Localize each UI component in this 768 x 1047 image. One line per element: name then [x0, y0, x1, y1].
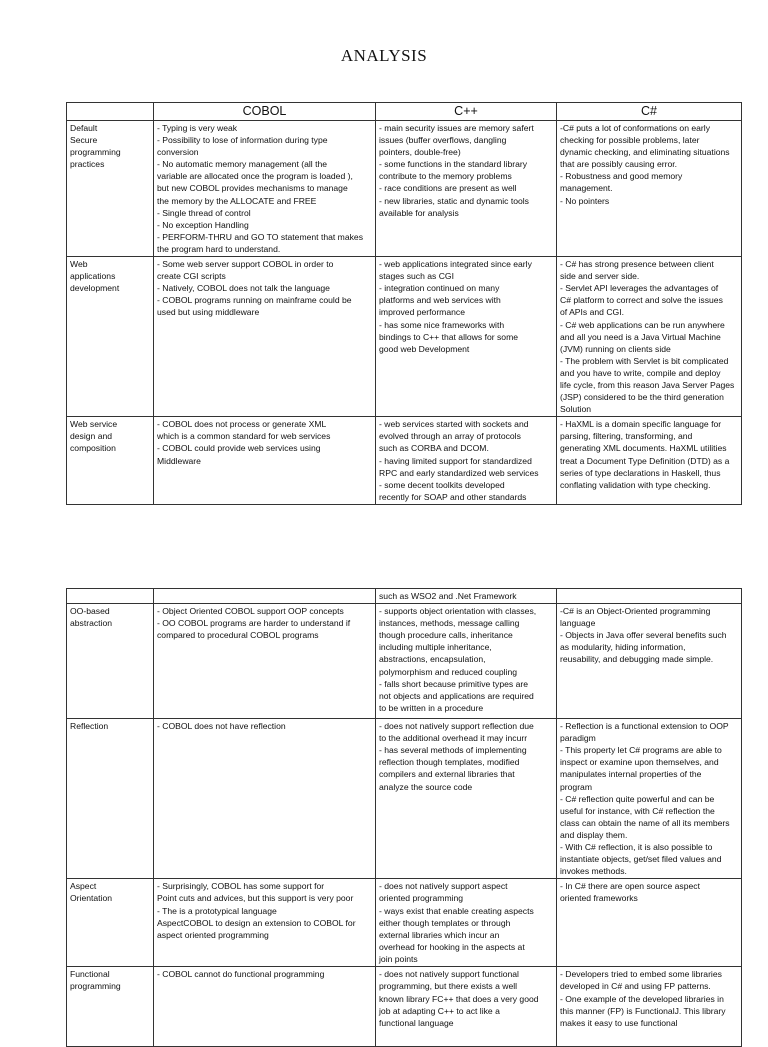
cell-text-line: conversion — [157, 147, 199, 158]
cpp-cell — [376, 604, 557, 719]
cell-text-line: aspect oriented programming — [157, 929, 269, 940]
cell-text-line: paradigm — [560, 733, 596, 744]
cell-text-line: create CGI scripts — [157, 271, 226, 282]
comparison-table-bottom — [66, 588, 742, 1047]
cell-text-line: series of type declarations in Haskell, thus — [560, 467, 721, 478]
cell-text-line: - Servlet API leverages the advantages of — [560, 283, 719, 294]
cell-text-line: and display them. — [560, 829, 628, 840]
cell-text-line: OO-based — [70, 606, 110, 617]
cell-text-line: program — [560, 781, 592, 792]
cell-text-line: including multiple inheritance, — [379, 642, 492, 653]
csharp-cell — [557, 121, 742, 257]
cell-text-line: - The problem with Servlet is bit complicated — [560, 355, 729, 366]
row-label — [67, 257, 154, 417]
cell-text-line: - ways exist that enable creating aspects — [379, 905, 534, 916]
cell-text-line: as modularity, hiding information, — [560, 642, 686, 653]
cell-text-line: either though templates or through — [379, 917, 511, 928]
cell-text-line: polymorphism and reduced coupling — [379, 666, 518, 677]
cell-text-line: treat a Document Type Definition (DTD) as a — [560, 455, 730, 466]
cell-text-line: improved performance — [379, 307, 465, 318]
cell-text-line: contribute to the memory problems — [379, 171, 512, 182]
cell-text-line: - Some web server support COBOL in order to — [157, 259, 334, 270]
cell-text-line: programming — [70, 981, 121, 992]
cell-text-line: bindings to C++ that allows for some — [379, 331, 519, 342]
table-row — [67, 121, 742, 257]
cell-text-line: overhead for hooking in the aspects at — [379, 941, 525, 952]
cell-text-line: design and — [70, 431, 113, 442]
cpp-cell — [376, 879, 557, 967]
csharp-cell — [557, 879, 742, 967]
cell-text-line: - C# has strong presence between client — [560, 259, 714, 270]
cell-text-line: - Developers tried to embed some libraries — [560, 969, 722, 980]
cell-text-line: - PERFORM-THRU and GO TO statement that makes — [157, 231, 363, 242]
cell-text-line: external libraries which incur an — [379, 929, 500, 940]
cell-text-line: to the additional overhead it may incurr — [379, 733, 528, 744]
cpp-cell — [376, 719, 557, 879]
cell-text-line: - Possibility to lose of information during type — [157, 135, 328, 146]
cell-text-line: - does not natively support reflection due — [379, 721, 534, 732]
cell-text-line: - main security issues are memory safert — [379, 123, 534, 133]
cell-text-line: reusability, and debugging made simple. — [560, 654, 714, 665]
cell-text-line: abstraction — [70, 618, 113, 629]
page-title: ANALYSIS — [340, 46, 428, 65]
cell-text-line: the memory by the ALLOCATE and FREE — [157, 195, 317, 206]
cell-text-line: - some decent toolkits developed — [379, 479, 505, 490]
cell-text-line: - race conditions are present as well — [379, 183, 517, 194]
cell-text-line: - has several methods of implementing — [379, 745, 527, 756]
cell-text-line: parsing, filtering, transforming, and — [560, 431, 693, 442]
cell-text-line: pointers, double-free) — [379, 147, 461, 158]
cell-text-line: good web Development — [379, 343, 470, 354]
cell-text-line: - supports object orientation with classes, — [379, 606, 537, 617]
cell-text-line: management. — [560, 183, 613, 194]
cell-text-line: job at adapting C++ to act like a — [379, 1005, 500, 1016]
cell-text-line: - Single thread of control — [157, 207, 251, 218]
cell-text-line: Web — [70, 259, 88, 270]
row-label — [67, 121, 154, 257]
cell-text-line: recently for SOAP and other standards — [379, 491, 527, 502]
cell-text-line: - COBOL does not have reflection — [157, 721, 286, 732]
cell-text-line: dynamic checking, and eliminating situations — [560, 147, 730, 158]
cell-text-line: - COBOL programs running on mainframe could be — [157, 295, 352, 306]
cell-text-line: practices — [70, 159, 105, 170]
cell-text-line: stages such as CGI — [379, 271, 454, 282]
table-row — [67, 417, 742, 505]
table-row — [67, 604, 742, 719]
cell-text-line: oriented programming — [379, 893, 464, 904]
cell-text-line: Middleware — [157, 455, 201, 466]
cell-text-line: to be written in a procedure — [379, 702, 484, 713]
cell-text-line: Default — [70, 123, 98, 133]
cell-text-line: - HaXML is a domain specific language for — [560, 419, 722, 430]
cobol-cell — [154, 257, 376, 417]
cell-text-line: - No exception Handling — [157, 219, 249, 230]
cell-text-line: - Surprisingly, COBOL has some support for — [157, 881, 325, 892]
cpp-cell — [376, 417, 557, 505]
cell-text-line: (JSP) considered to be the third generation — [560, 392, 724, 403]
cpp-cell — [376, 121, 557, 257]
comparison-table-top — [66, 102, 742, 505]
cell-text-line: applications — [70, 271, 116, 282]
cell-text-line: checking for possible problems, later — [560, 135, 700, 146]
cell-text-line: which is a common standard for web services — [157, 431, 331, 442]
csharp-cell — [557, 417, 742, 505]
cell-text-line: - does not natively support functional — [379, 969, 519, 980]
cell-text-line: - Objects in Java offer several benefits such — [560, 630, 727, 641]
cell-text-line: available for analysis — [379, 207, 459, 218]
cell-text-line: of APIs and CGI. — [560, 307, 625, 318]
cpp-cell — [376, 967, 557, 1047]
cobol-cell — [154, 879, 376, 967]
table-row — [67, 879, 742, 967]
cell-text-line: - Reflection is a functional extension to OOP — [560, 721, 729, 732]
cell-text-line: instances, methods, message calling — [379, 618, 520, 629]
header-csharp: C# — [557, 103, 742, 121]
cell-text-line: - does not natively support aspect — [379, 881, 508, 892]
cell-text-line: though procedure calls, inheritance — [379, 630, 513, 641]
cell-text-line: - With C# reflection, it is also possible to — [560, 842, 713, 853]
cell-text-line: Orientation — [70, 893, 113, 904]
cell-text-line: - having limited support for standardized — [379, 455, 532, 466]
cell-text-line: conflating validation with type checking. — [560, 479, 711, 490]
cell-text-line: Functional — [70, 969, 110, 980]
cell-text-line: generating XML documents. HaXML utilities — [560, 443, 727, 454]
cell-text-line: join points — [379, 953, 418, 964]
cell-text-line: - C# web applications can be run anywhere — [560, 319, 725, 330]
cell-text-line: - Robustness and good memory — [560, 171, 683, 182]
cell-text-line: - COBOL could provide web services using — [157, 443, 321, 454]
cell-text-line: - One example of the developed libraries in — [560, 993, 724, 1004]
cell-text-line: - C# reflection quite powerful and can be — [560, 793, 715, 804]
cell-text-line: and all you need is a Java Virtual Machine — [560, 331, 721, 342]
cell-text-line: (JVM) running on clients side — [560, 343, 671, 354]
cell-text-line: Web service — [70, 419, 118, 430]
cobol-cell — [154, 719, 376, 879]
cobol-cell — [154, 417, 376, 505]
cell-text-line: the program hard to understand. — [157, 243, 281, 254]
cell-text-line: not objects and applications are required — [379, 690, 534, 701]
cobol-cell — [154, 967, 376, 1047]
csharp-cell — [557, 257, 742, 417]
cell-text-line: platforms and web services with — [379, 295, 501, 306]
csharp-cell — [557, 589, 742, 604]
cell-text-line: - COBOL cannot do functional programming — [157, 969, 325, 980]
cpp-cell — [376, 589, 557, 604]
table-row — [67, 719, 742, 879]
header-cpp: C++ — [376, 103, 557, 121]
cell-text-line: used but using middleware — [157, 307, 260, 318]
cell-text-line: programming, but there exists a well — [379, 981, 518, 992]
cell-text-line: C# platform to correct and solve the issues — [560, 295, 723, 306]
cell-text-line: - Typing is very weak — [157, 123, 238, 133]
header-cobol: COBOL — [154, 103, 376, 121]
cell-text-line: - No pointers — [560, 195, 610, 206]
cell-text-line: development — [70, 283, 120, 294]
cell-text-line: evolved through an array of protocols — [379, 431, 521, 442]
cell-text-line: - integration continued on many — [379, 283, 500, 294]
cell-text-line: - In C# there are open source aspect — [560, 881, 700, 892]
cell-text-line: such as CORBA and DCOM. — [379, 443, 489, 454]
cell-text-line: - COBOL does not process or generate XML — [157, 419, 327, 430]
row-label — [67, 719, 154, 879]
cell-text-line: Secure — [70, 135, 98, 146]
cell-text-line: RPC and early standardized web services — [379, 467, 539, 478]
cell-text-line: instantiate objects, get/set filed values and — [560, 854, 722, 865]
header-row — [67, 103, 742, 121]
cell-text-line: compared to procedural COBOL programs — [157, 630, 319, 641]
cell-text-line: that are possibly causing error. — [560, 159, 678, 170]
cell-text-line: compilers and external libraries that — [379, 769, 515, 780]
cell-text-line: - No automatic memory management (all the — [157, 159, 328, 170]
cell-text-line: programming — [70, 147, 121, 158]
cell-text-line: - falls short because primitive types are — [379, 678, 529, 689]
cell-text-line: Solution — [560, 404, 592, 415]
header-empty — [67, 103, 154, 121]
cell-text-line: - web services started with sockets and — [379, 419, 529, 430]
cell-text-line: abstractions, encapsulation, — [379, 654, 486, 665]
row-label — [67, 417, 154, 505]
cell-text-line: developed in C# and using FP patterns. — [560, 981, 711, 992]
cell-text-line: and you have to write, compile and deploy — [560, 367, 721, 378]
cell-text-line: invokes methods. — [560, 866, 627, 877]
cell-text-line: Point cuts and advices, but this support is very poor — [157, 893, 354, 904]
cell-text-line: composition — [70, 443, 116, 454]
csharp-cell — [557, 604, 742, 719]
cell-text-line: oriented frameworks — [560, 893, 638, 904]
cell-text-line: reflection though templates, modified — [379, 757, 520, 768]
cell-text-line: side and server side. — [560, 271, 640, 282]
cpp-cell — [376, 257, 557, 417]
cell-text-line: AspectCOBOL to design an extension to COBOL for — [157, 917, 356, 928]
cell-text-line: Aspect — [70, 881, 97, 892]
cell-text-line: but new COBOL provides mechanisms to manage — [157, 183, 348, 194]
cell-text-line: inspect or examine upon themselves, and — [560, 757, 719, 768]
cell-text-line: this manner (FP) is FunctionalJ. This library — [560, 1005, 726, 1016]
row-label — [67, 604, 154, 719]
table-row — [67, 257, 742, 417]
cell-text-line: class can obtain the name of all its members — [560, 817, 730, 828]
cobol-cell — [154, 589, 376, 604]
cobol-cell — [154, 121, 376, 257]
cell-text-line: such as WSO2 and .Net Framework — [379, 591, 517, 601]
table-row — [67, 967, 742, 1047]
cell-text-line: - web applications integrated since early — [379, 259, 532, 270]
cell-text-line: - Natively, COBOL does not talk the language — [157, 283, 330, 294]
cell-text-line: -C# puts a lot of conformations on early — [560, 123, 710, 133]
cell-text-line: functional language — [379, 1017, 454, 1028]
cell-text-line: - The is a prototypical language — [157, 905, 277, 916]
cell-text-line: - new libraries, static and dynamic tools — [379, 195, 529, 206]
row-label — [67, 589, 154, 604]
cobol-cell — [154, 604, 376, 719]
cell-text-line: language — [560, 618, 596, 629]
cell-text-line: manipulates internal properties of the — [560, 769, 702, 780]
cell-text-line: - OO COBOL programs are harder to understand if — [157, 618, 351, 629]
cell-text-line: - has some nice frameworks with — [379, 319, 505, 330]
csharp-cell — [557, 719, 742, 879]
cell-text-line: makes it easy to use functional — [560, 1017, 678, 1028]
cell-text-line: - Object Oriented COBOL support OOP concepts — [157, 606, 344, 617]
cell-text-line: -C# is an Object-Oriented programming — [560, 606, 711, 617]
cell-text-line: issues (buffer overflows, dangling — [379, 135, 507, 146]
row-label — [67, 967, 154, 1047]
csharp-cell — [557, 967, 742, 1047]
cell-text-line: Reflection — [70, 721, 109, 732]
row-label — [67, 879, 154, 967]
cell-text-line: - This property let C# programs are able to — [560, 745, 722, 756]
cell-text-line: useful for instance, with C# reflection the — [560, 805, 715, 816]
cell-text-line: analyze the source code — [379, 781, 473, 792]
cell-text-line: known library FC++ that does a very good — [379, 993, 539, 1004]
table-row — [67, 589, 742, 604]
cell-text-line: variable are allocated once the program is loaded ), — [157, 171, 353, 182]
cell-text-line: life cycle, from this reason Java Server Pages — [560, 379, 735, 390]
cell-text-line: - some functions in the standard library — [379, 159, 528, 170]
